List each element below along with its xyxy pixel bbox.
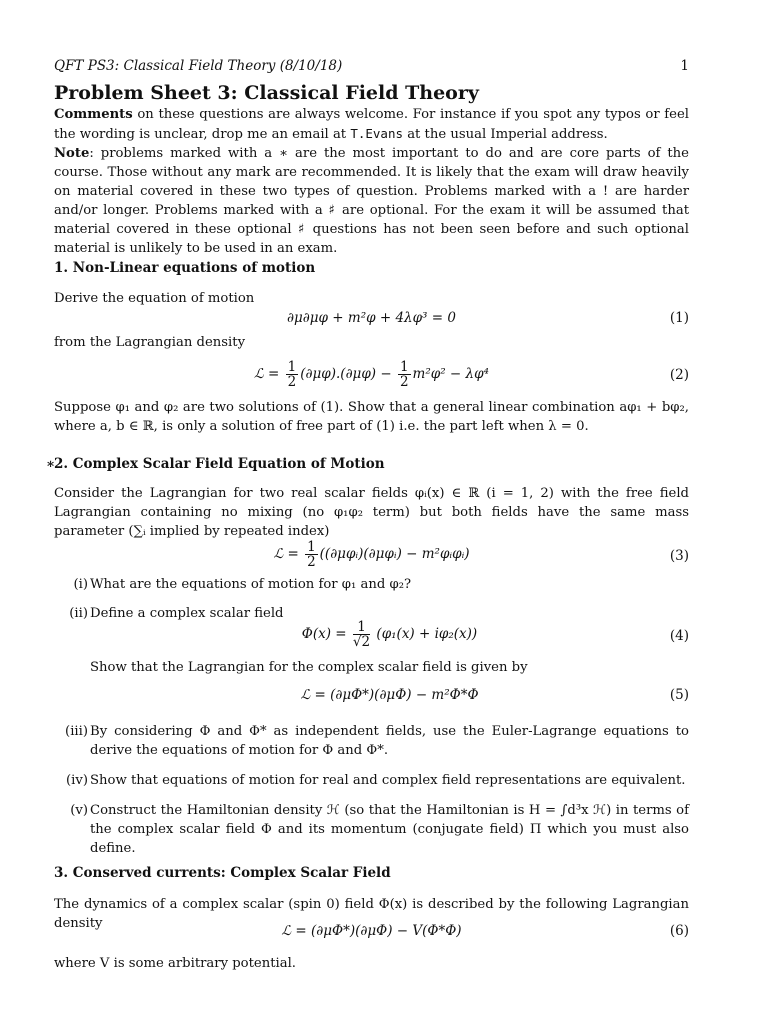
section-3-heading: 3. Conserved currents: Complex Scalar Field [54,865,391,881]
equation-5-body: ℒ = (∂μΦ*)(∂μΦ) − m²Φ*Φ [300,687,479,703]
section-1-suppose: Suppose φ₁ and φ₂ are two solutions of (1). Show that a general linear combination aφ₁ + bφ₂, where a, b ∈ ℝ, is only a solution of free part of (1) i.e. the part left when λ = 0. [54,400,689,434]
fraction-numerator: 1 [399,359,409,375]
part-ii-text-2: Show that the Lagrangian for the complex scalar field is given by [90,660,528,675]
equation-5-number: (5) [669,687,689,703]
note-paragraph [54,144,689,258]
section-3-intro: The dynamics of a complex scalar (spin 0) field Φ(x) is described by the following Lagrangian density [54,897,689,931]
fraction-numerator: 1 [307,539,316,555]
section-1-intro: Derive the equation of motion [54,291,255,306]
equation-3-lhs: ℒ = [273,546,299,562]
equation-6 [54,923,689,949]
part-iii-label: (iii) [65,724,88,739]
equation-1-body: ∂μ∂μφ + m²φ + 4λφ³ = 0 [287,310,456,326]
equation-4-lhs: Φ(x) = [301,626,347,642]
equation-6-number: (6) [669,923,689,939]
section-3-where: where V is some arbitrary potential. [54,956,296,971]
equation-4-body [90,620,689,649]
fraction-half [286,360,299,389]
running-head [54,58,689,74]
equation-3 [54,540,689,574]
equation-4-number: (4) [669,628,689,644]
equation-3-rhs: ((∂μφᵢ)(∂μφᵢ) − m²φᵢφᵢ) [319,546,470,562]
part-i-text: What are the equations of motion for φ₁ and φ₂? [90,577,412,592]
fraction-denominator: 2 [399,374,409,390]
equation-2-lhs: ℒ = [254,366,280,382]
part-v-label: (v) [70,803,88,818]
section-1-heading: 1. Non-Linear equations of motion [54,260,316,276]
note-text: : problems marked with a ∗ are the most important to do and are core parts of the course. Those without any mark are recommended. It is likely that the exam will draw heavily on material covered in these two types of question. Problems marked with a ! are harder and/or longer. Problems marked with a ♯ are optional. For the exam it will be assumed that material covered in these optional ♯ questions has not been seen before and such optional material is unlikely to be used in an exam. [54,146,689,256]
core-star-marker: ∗ [46,456,56,472]
note-label: Note [54,146,90,161]
fraction-numerator: 1 [287,359,297,375]
equation-2-rhs-a: (∂μφ).(∂μφ) − [300,366,392,382]
comments-text-after: at the usual Imperial address. [403,127,608,142]
fraction-half-3 [305,540,318,569]
fraction-denominator: √2 [352,634,371,650]
equation-5 [90,687,689,713]
equation-2-body [54,360,689,389]
running-title: QFT PS3: Classical Field Theory (8/10/18) [54,58,343,74]
fraction-half-2 [398,360,411,389]
comments-paragraph [54,105,689,144]
equation-4-rhs: (φ₁(x) + iφ₂(x)) [376,626,478,642]
part-v-text: Construct the Hamiltonian density ℋ (so that the Hamiltonian is H = ∫d³x ℋ) in terms of the complex scalar field Φ and its momentum (conjugate field) Π which you must also define. [90,803,689,856]
comments-label: Comments [54,107,133,122]
fraction-numerator: 1 [353,620,370,635]
equation-2-number: (2) [669,367,689,383]
page-title: Problem Sheet 3: Classical Field Theory [54,82,479,104]
part-iii-text: By considering Φ and Φ* as independent fields, use the Euler-Lagrange equations to derive the equations of motion for Φ and Φ*. [90,724,689,758]
equation-6-body: ℒ = (∂μΦ*)(∂μΦ) − V(Φ*Φ) [281,923,462,939]
document-page [46,0,689,1024]
section-2-title: 2. Complex Scalar Field Equation of Motion [54,456,385,472]
fraction-one-over-root-two [353,620,370,649]
page-number: 1 [680,58,689,74]
fraction-denominator: 2 [287,374,297,390]
equation-4 [90,620,689,656]
equation-2 [54,357,689,393]
part-ii-label: (ii) [69,606,88,621]
equation-1-number: (1) [669,310,689,326]
section-2-intro: Consider the Lagrangian for two real scalar fields φᵢ(x) ∈ ℝ (i = 1, 2) with the free field Lagrangian containing no mixing (no φ₁φ₂ term) but both fields have the same mass parameter (∑ᵢ implied by repeated index) [54,486,689,539]
fraction-denominator: 2 [307,554,316,570]
part-i-label: (i) [73,577,88,592]
part-ii-text: Define a complex scalar field [90,606,284,621]
part-iv-label: (iv) [66,773,88,788]
equation-2-rhs-b: m²φ² − λφ⁴ [412,366,489,382]
section-2-heading [46,456,385,472]
comments-text: on these questions are always welcome. For instance if you spot any typos or feel the wording is unclear, drop me an email at [54,107,689,142]
part-iv-text: Show that equations of motion for real and complex field representations are equivalent. [90,773,686,788]
email-address: T.Evans [350,126,403,141]
equation-3-number: (3) [669,548,689,564]
section-1-from-text: from the Lagrangian density [54,335,246,350]
equation-3-body [54,540,689,569]
